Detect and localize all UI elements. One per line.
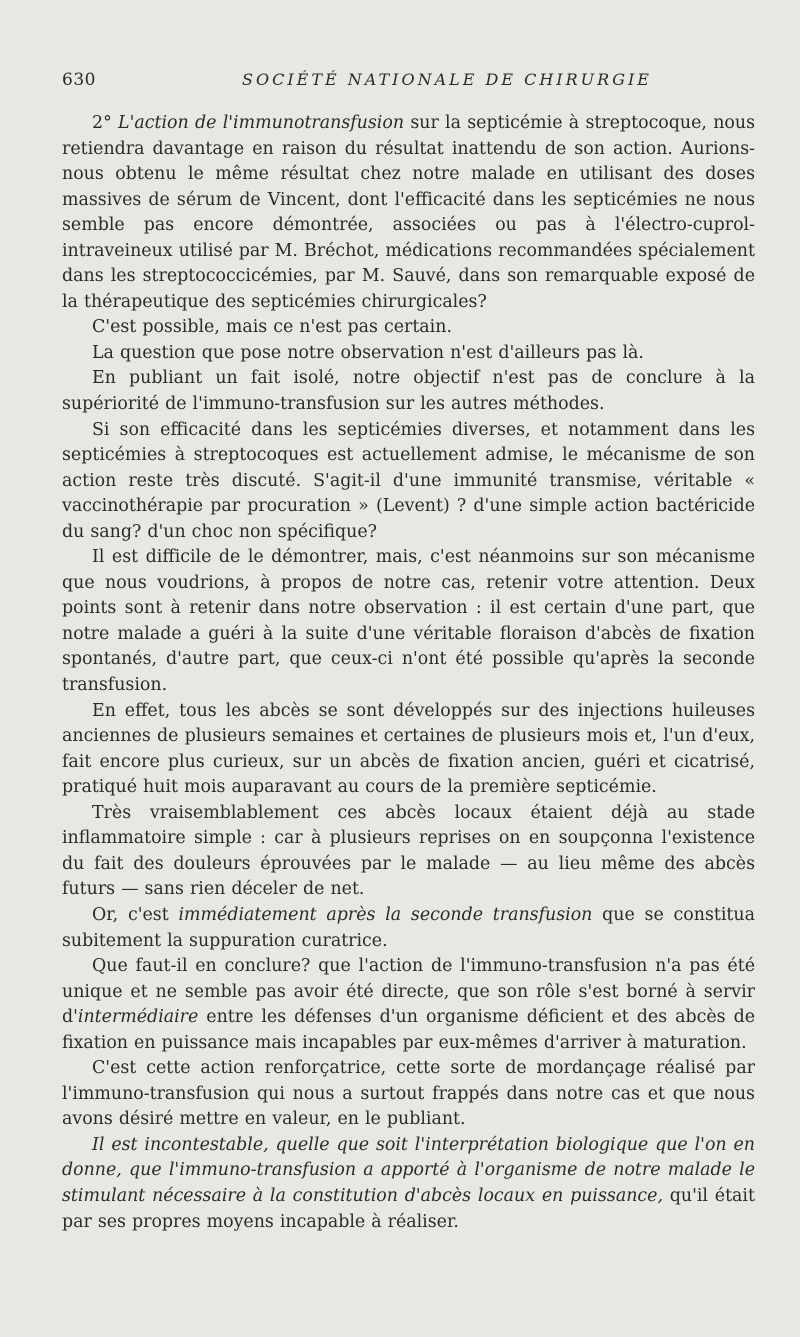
- paragraph: 2° L'action de l'immunotransfusion sur la septicémie à streptocoque, nous retiendra davantage en raison du résultat inattendu de son action. Aurions-nous obtenu le même résultat chez notre malade en utilisant des doses massives de sérum de Vincent, dont l'efficacité dans les septicémies ne nous semble pas encore démontrée, associées ou pas à l'électro-cuprol-intraveineux utilisé par M. Bréchot, médications recommandées spécialement dans les streptococcicémies, par M. Sauvé, dans son remarquable exposé de la thérapeutique des septicémies chirurgicales?: [62, 113, 756, 312]
- paragraph: Or, c'est immédiatement après la seconde transfusion que se constitua subitement la suppuration curatrice.: [62, 904, 755, 951]
- paragraph: C'est cette action renforçatrice, cette sorte de mordançage réalisé par l'immuno-transfusion qui nous a surtout frappés dans notre cas et que nous avons désiré mettre en valeur, en le publiant.: [62, 1058, 755, 1130]
- emphasis: intermédiaire: [77, 1007, 199, 1028]
- paragraph: Que faut-il en conclure? que l'action de l'immuno-transfusion n'a pas été unique et ne semble pas avoir été directe, que son rôle s'est borné à servir d'intermédiaire entre les défenses d'un organisme déficient et des abcès de fixation en puissance mais incapables par eux-mêmes d'arriver à maturation.: [62, 956, 755, 1053]
- emphasis: Il est incontestable, quelle que soit l'interprétation biologique que l'on en donne, que l'immuno-transfusion a apporté à l'organisme de notre malade le stimulant nécessaire à la constitution d'abcès locaux en puissance,: [62, 1134, 755, 1206]
- paragraph: En publiant un fait isolé, notre objectif n'est pas de conclure à la supériorité de l'immuno-transfusion sur les autres méthodes.: [62, 368, 755, 415]
- paragraph: Il est difficile de le démontrer, mais, c'est néanmoins sur son mécanisme que nous voudrions, à propos de notre cas, retenir votre attention. Deux points sont à retenir dans notre observation : il est certain d'une part, que notre malade a guéri à la suite d'une véritable floraison d'abcès de fixation spontanés, d'autre part, que ceux-ci n'ont été possible qu'après la seconde transfusion.: [62, 547, 755, 696]
- emphasis: L'action de l'immunotransfusion: [118, 113, 405, 133]
- emphasis: immédiatement après la seconde transfusion: [178, 904, 593, 925]
- body-text: [62, 111, 755, 1235]
- paragraph: C'est possible, mais ce n'est pas certain.: [92, 317, 452, 338]
- paragraph: La question que pose notre observation n'est d'ailleurs pas là.: [92, 342, 644, 363]
- paragraph: Il est incontestable, quelle que soit l'interprétation biologique que l'on en donne, que l'immuno-transfusion a apporté à l'organisme de notre malade le stimulant nécessaire à la constitution d'abcès locaux en puissance, qu'il était par ses propres moyens incapable à réaliser.: [62, 1134, 755, 1232]
- page-header: [62, 70, 762, 96]
- running-title: SOCIÉTÉ NATIONALE DE CHIRURGIE: [242, 70, 652, 89]
- paragraph: Très vraisemblablement ces abcès locaux étaient déjà au stade inflammatoire simple : car à plusieurs reprises on en soupçonna l'existence du fait des douleurs éprouvées par le malade — au lieu même des abcès futurs — sans rien déceler de net.: [62, 802, 755, 900]
- page-number: 630: [62, 70, 96, 90]
- paragraph: En effet, tous les abcès se sont développés sur des injections huileuses anciennes de plusieurs semaines et certaines de plusieurs mois et, l'un d'eux, fait encore plus curieux, sur un abcès de fixation ancien, guéri et cicatrisé, pratiqué huit mois auparavant au cours de la première septicémie.: [62, 700, 755, 798]
- paragraph: Si son efficacité dans les septicémies diverses, et notamment dans les septicémies à streptocoques est actuellement admise, le mécanisme de son action reste très discuté. S'agit-il d'une immunité transmise, véritable « vaccinothérapie par procuration » (Levent) ? d'une simple action bactéricide du sang? d'un choc non spécifique?: [62, 419, 755, 542]
